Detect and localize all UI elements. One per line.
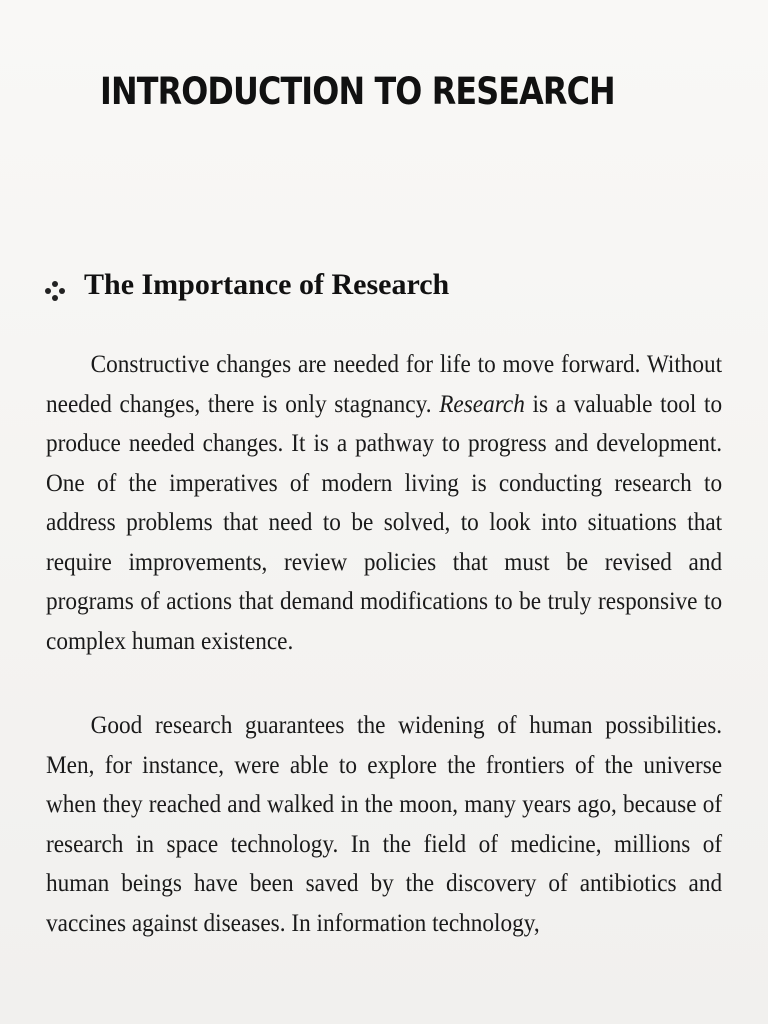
paragraph-2 xyxy=(46,706,722,943)
section-heading-text: The Importance of Research xyxy=(84,268,450,301)
paragraph-2-text: Good research guarantees the widening of human possibilities. Men, for instance, were able to explore the frontiers of the universe when they reached and walked in the moon, many years ago, because of research in space technology. In the field of medicine, millions of human beings have been saved by the discovery of antibiotics and vaccines against diseases. In information technology, xyxy=(46,712,723,937)
paragraph-1-text-end: is a valuable tool to produce needed changes. It is a pathway to progress and development. One of the imperatives of modern living is conducting research to address problems that need to be solved, to look into situations that require improvements, review policies that must be revised and programs of actions that demand modifications to be truly responsive to complex human existence. xyxy=(46,390,723,655)
paragraph-1-emphasis: Research xyxy=(439,390,525,418)
paragraph-1 xyxy=(46,345,722,661)
chapter-title: INTRODUCTION TO RESEARCH xyxy=(100,70,615,113)
diamond-dots-bullet-icon xyxy=(44,276,66,298)
paragraph-1-text-start: Constructive changes are needed for life to move forward. Without needed changes, there is only stagnancy. xyxy=(46,351,723,418)
section-heading xyxy=(44,268,449,302)
